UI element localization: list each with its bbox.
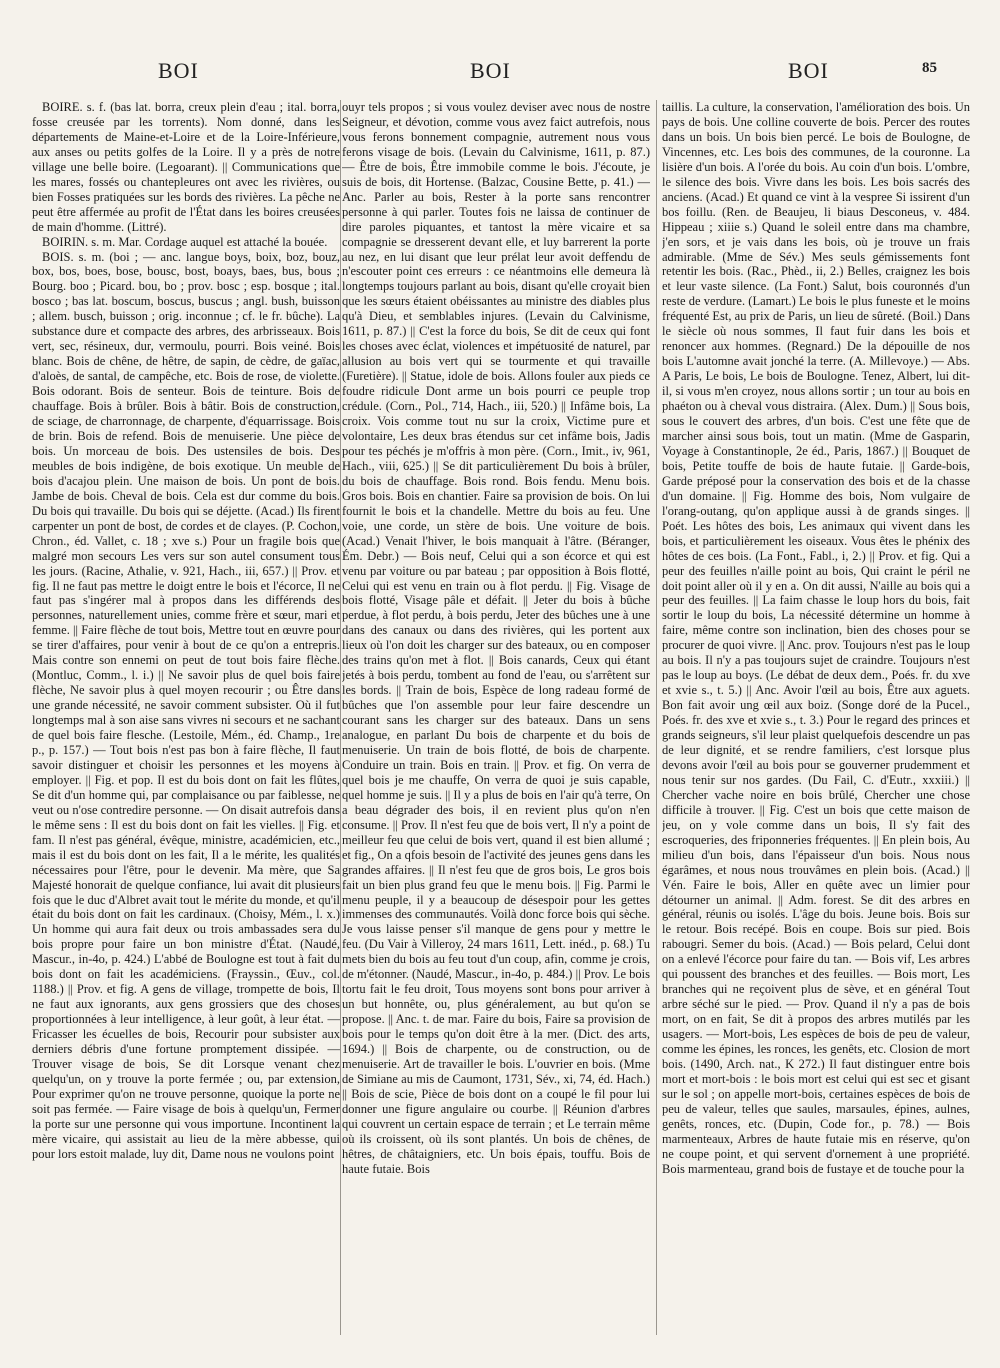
entry-bois-continued: ouyr tels propos ; si vous voulez deviser avec nous de nostre Seigneur, et dévotion, comme vous avez faict autrefois, nous vous ferons bonnement compagnie, autrement nous vous ferons visage de bois. (Levain du Calvinisme, 1611, p. 87.) — Être de bois, Être immobile comme le bois. J'écoute, je suis de bois, dit Hortense. (Balzac, Cousine Bette, p. 41.) — Anc. Parler au bois, Rester à la porte sans rencontrer personne à qui parler. Toutes fois ne laissa de continuer de dire paroles piquantes, et tantost la mère vicaire et sa compagnie se dresserent devant elle, et luy barrerent la porte au nez, en lui disant que leur prélat leur avoit deffendu de n'escouter point ces erreurs : ce néantmoins elle demeura là longtemps toujours parlant au bois, disant qu'elle croyait bien que les sœurs étaient obéissantes au ministre des diables plus qu'à Dieu, et semblables injures. (Levain du Calvinisme, 1611, p. 87.) || C'est la force du bois, Se dit de ceux qui font les choses avec éclat, violences et impétuosité de naturel, par allusion au bois vert qui se tourmente et qui travaille (Furetière). || Statue, idole de bois. Allons fouler aux pieds ce foudre ridicule Dont arme un bois pourri ce peuple trop crédule. (Corn., Pol., 714, Hach., iii, 520.) || Infâme bois, La croix. Vois comme tout nu sur la croix, Victime pure et volontaire, Les deux bras étendus sur cet infâme bois, Jadis pour tes péchés je m'offris à mon père. (Corn., Imit., iv, 961, Hach., viii, 625.) || Se dit particulièrement Du bois à brûler, du bois de chauffage. Bois rond. Bois fendu. Menu bois. Gros bois. Bois en chantier. Faire sa provision de bois. On lui fournit le bois et la chandelle. Mettre du bois au feu. Une voie, une corde, un stère de bois. Une voiture de bois. (Acad.) Venait l'hiver, le bois manquait à l'âtre. (Béranger, Ém. Debr.) — Bois neuf, Celui qui a son écorce et qui est venu par voiture ou par bateau ; par opposition à Bois flotté, Celui qui est venu en train ou à flot perdu. || Fig. Visage de bois flotté, Visage pâle et défait. || Jeter du bois à bûche perdue, à flot perdu, à bois perdu, Jeter des bûches une à une dans des canaux ou dans des rivières, qui les portent aux lieux où l'on doit les charger sur des bateaux, ou en composer des trains qu'on met à flot. || Bois canards, Ceux qui étant jetés à bois perdu, tombent au fond de l'eau, ou s'arrêtent sur les bords. || Train de bois, Espèce de long radeau formé de bûches que l'on assemble pour leur faire descendre un courant sans les charger sur des bateaux. Dans un sens analogue, en parlant Du bois de charpente et du bois de menuiserie. Un train de bois flotté, de bois de charpente. Conduire un train. Bois en train. || Prov. et fig. On verra de quel bois je me chauffe, On verra de quoi je suis capable, quel homme je suis. || Il y a plus de bois en l'air qu'à terre, On a beau dégrader des bois, il en revient plus qu'on n'en consume. || Prov. Il n'est feu que de bois vert, Il n'y a point de meilleur feu que celui de bois vert, quand il est bien allumé ; et fig., On a qfois besoin de l'activité des jeunes gens dans les grandes affaires. || Il n'est feu que de gros bois, Le gros bois fait un bien plus grand feu que le menu bois. || Fig. Parmi le menu peuple, il y a beaucoup de désespoir pour les gettes immenses des communautés. Voilà donc force bois qui sèche. Je vous laisse penser s'il manque de gens pour y mettre le feu. (Du Vair à Villeroy, 24 mars 1611, Lett. inéd., p. 68.) Tu mets bien du bois au feu tout d'un coup, afin, comme je crois, de m'étonner. (Naudé, Mascur., in-4o, p. 484.) || Prov. Le bois tortu fait le feu droit, Tous moyens sont bons pour arriver à un but honnête, ou, plus généralement, au but qu'on se propose. || Anc. t. de mar. Faire du bois, Faire sa provision de bois pour le temps qu'on doit être à la mer. (Dict. des arts, 1694.) || Bois de charpente, ou de construction, ou de menuiserie. Art de travailler le bois. L'ouvrier en bois. (Mme de Simiane au mis de Caumont, 1731, Sév., xi, 74, éd. Hach.) || Bois de scie, Pièce de bois dont on a coupé le fil pour lui donner une figure angulaire ou courbe. || Réunion d'arbres qui couvrent un certain espace de terrain ; et Le terrain même où ils croissent, où ils sont plantés. Un bois de chênes, de hêtres, de châtaigniers, etc. Un bois épais, touffu. Bois de haute futaie. Bois <box>342 100 650 1176</box>
entry-bois-continued: taillis. La culture, la conservation, l'amélioration des bois. Un pays de bois. Une colline couverte de bois. Percer des routes dans un bois. Un bois bien percé. Le bois de Boulogne, de Vincennes, etc. Les bois des communes, de la couronne. La lisière d'un bois. A l'orée du bois. Au coin d'un bois. L'ombre, le silence des bois. Vivre dans les bois. Les bois sacrés des anciens. (Acad.) Et quand ce vint à la vespree Si issirent d'un bos foillu. (Ren. de Beaujeu, li biaus Desconeus, v. 484. Hippeau ; xiiie s.) Quand le soleil entre dans ma chambre, j'en sors, et je vais dans les bois, où je trouve un frais admirable. (Mme de Sév.) Mes seuls gémissements font retentir les bois. (Rac., Phèd., ii, 2.) Belles, craignez les bois et leur vaste silence. (La Font.) Salut, bois couronnés d'un reste de verdure. (Lamart.) Le bois le plus funeste et le moins fréquenté Est, au prix de Paris, un lieu de sûreté. (Boil.) Dans le siècle où nous sommes, Il faut fuir dans les bois et renoncer aux hommes. (Regnard.) De la dépouille de nos bois L'automne avait jonché la terre. (A. Millevoye.) — Abs. A Paris, Le bois, Le bois de Boulogne. Tenez, Albert, lui dit-il, si vous m'en croyez, nous allons sortir ; un tour au bois en phaéton ou à cheval vous distraira. (Alex. Dum.) || Sous bois, sous le couvert des arbres, d'un bois. C'est une fête que de marcher ainsi sous bois, tout un matin. (Mme de Gasparin, Voyage à Constantinople, 2e éd., Paris, 1867.) || Bouquet de bois, Petite touffe de bois de haute futaie. || Garde-bois, Garde préposé pour la conservation des bois et de la chasse d'un domaine. || Fig. Homme des bois, Nom vulgaire de l'orang-outang, qu'on applique aussi à de grands singes. || Poét. Les hôtes des bois, Les animaux qui vivent dans les bois, et particulièrement les oiseaux. Vous êtes le phénix des hôtes de ces bois. (La Font., Fabl., i, 2.) || Prov. et fig. Qui a peur des feuilles n'aille point au bois, Qui craint le péril ne doit point aller où il y en a. On dit aussi, N'aille au bois qui a peur des feuilles. || La faim chasse le loup hors du bois, fait sortir le loup du bois, La nécessité détermine un homme à faire, même contre son inclination, bien des choses pour se procurer de quoi vivre. || Anc. prov. Toujours n'est pas le loup au bois. Il n'y a pas toujours sujet de craindre. Toujours n'est pas le loup au boys. (Le débat de deux dem., Poés. fr. du xve et xvie s., t. 5.) || Anc. Avoir l'œil au bois, Être aux aguets. Bon fait avoir ung œil aux boiz. (Songe doré de la Pucel., Poés. fr. des xve et xvie s., t. 3.) Pour le regard des princes et grands seigneurs, s'il leur plaist quelquefois descendre un pas de leur dignité, et se rendre familiers, c'est lorsque plus devons avoir l'œil au bois pour se gouverner prudemment et nous tenir sur nos gardes. (Du Fail, C. d'Eutr., xxxiii.) || Chercher vache noire en bois brûlé, Chercher une chose difficile à trouver. || Fig. C'est un bois que cette maison de jeu, on y vole comme dans un bois, Il s'y fait des escroqueries, des friponneries fréquentes. || En plein bois, Au milieu d'un bois, dans l'épaisseur d'un bois. Nous nous égarâmes, et nous nous trouvâmes en plein bois. (Acad.) || Vén. Faire le bois, Aller en quête avec un limier pour détourner un animal. || Adm. forest. Se dit des arbres en général, réunis ou isolés. L'âge du bois. Jeune bois. Bois sur le retour. Bois recépé. Bois en coupe. Bois sur pied. Bois rabougri. Semer du bois. (Acad.) — Bois pelard, Celui dont on a enlevé l'écorce pour faire du tan. — Bois vif, Les arbres qui poussent des branches et des feuilles. — Bois mort, Les branches qui ne reçoivent plus de sève, et en général Tout arbre séché sur le pied. — Prov. Quand il n'y a pas de bois mort, on en fait, Se dit à propos des arbres mutilés par les usagers. — Mort-bois, Les espèces de bois de peu de valeur, comme les épines, les ronces, les genêts, etc. Closion de mort bois. (1490, Arch. nat., K 272.) Il faut distinguer entre bois mort et mort-bois : le bois mort est celui qui est sec et gisant sur le sol ; on appelle mort-bois, certaines espèces de bois de peu de valeur, telles que saules, marsaules, épines, aulnes, genêts, ronces, etc. (Dupin, Code for., p. 78.) — Bois marmenteaux, Arbres de haute futaie mis en réserve, qu'on ne coupe point, et qui servent d'ornement à une propriété. Bois marmenteau, grand bois de fustaye et de touche pour la <box>662 100 970 1176</box>
entry-boire: BOIRE. s. f. (bas lat. borra, creux plein d'eau ; ital. borra, fosse creusée par les torrents). Nom donné, dans les départements de Maine-et-Loire et de la Loire-Inférieure, aux anses ou petits golfes de la Loire. Il y a près de notre village une belle boire. (Legoarant). || Communications que les mares, fossés ou chantepleures ont avec les rivières, ou bien Fosses pratiquées sur les bords des rivières. La pêche ne peut être affermée au profit de l'État dans les boires creusées de main d'homme. (Littré). <box>32 100 340 234</box>
running-head <box>0 58 1000 88</box>
column-middle <box>342 100 650 1350</box>
running-head-center: BOI <box>470 58 511 83</box>
text-columns <box>22 100 980 1350</box>
column-divider <box>340 100 341 1335</box>
column-divider <box>656 100 657 1335</box>
running-head-left: BOI <box>158 58 199 83</box>
column-right <box>662 100 970 1350</box>
entry-bois: BOIS. s. m. (boi ; — anc. langue boys, boix, boz, bouz, box, bos, boes, bose, bousc, bost, boays, baes, bus, bous ; Bourg. boo ; Picard. bou, bo ; prov. bosc ; esp. bosque ; ital. bosco ; bas lat. boscum, boscus, buscus ; angl. bush, buisson ; allem. busch, buisson ; orig. inconnue ; cf. le fr. bûche). La substance dure et compacte des arbres, des arbrisseaux. Bois vert, sec, résineux, dur, vermoulu, pourri. Bois veiné. Bois blanc. Bois de chêne, de hêtre, de sapin, de cèdre, de gaïac, d'aloès, de santal, de campêche, etc. Bois de rose, de violette. Bois odorant. Bois de senteur. Bois de teinture. Bois de chauffage. Bois à brûler. Bois à bâtir. Bois de construction, de sciage, de charronnage, de charpente, d'équarrissage. Bois de brin. Bois de refend. Bois de menuiserie. Une pièce de bois. Un morceau de bois. Des ustensiles de bois. Des meubles de bois indigène, de bois exotique. Un meuble de bois d'acajou plein. Une maison de bois. Un pont de bois. Jambe de bois. Cheval de bois. Cela est dur comme du bois. Du bois qui travaille. Du bois qui se déjette. (Acad.) Ils firent carpenter un pont de bost, de cordes et de clayes. (P. Cochon, Chron., éd. Vallet, c. 18 ; xve s.) Pour un fragile bois que malgré mon secours Les vers sur son autel consument tous les jours. (Racine, Athalie, v. 921, Hach., iii, 657.) || Prov. et fig. Il ne faut pas mettre le doigt entre le bois et l'écorce, Il ne faut pas s'ingérer mal à propos dans les différends des personnes, naturellement unies, comme frère et sœur, mari et femme. || Faire flèche de tout bois, Mettre tout en œuvre pour se tirer d'affaires, pour venir à bout de ce qu'on a entrepris. Mais contre son ennemi on peut de tout bois faire flèche. (Montluc, Comm., l. i.) || Ne savoir plus de quel bois faire flèche, Ne savoir plus à quel moyen recourir ; ou Être dans une grande nécessité, ne savoir comment subsister. Où il fut longtemps mal à son aise sans vivres ni secours et ne sachant de quel bois faire flesche. (Lestoile, Mém., éd. Champ., 1re p., p. 157.) — Tout bois n'est pas bon à faire flèche, Il faut savoir distinguer et choisir les personnes et les moyens à employer. || Fig. et pop. Il est du bois dont on fait les flûtes, Se dit d'un homme qui, par complaisance ou par faiblesse, ne veut ou n'ose contredire personne. — On disait autrefois dans le même sens : Il est du bois dont on fait les vielles. || Fig. et fam. Il n'est pas général, évêque, ministre, académicien, etc., mais il est du bois dont on les fait, Il a le mérite, les qualités nécessaires pour l'être, pour le devenir. Ma mère, que Sa Majesté honorait de quelque confiance, lui avait dit plusieurs fois que le duc d'Albret avait tout le mérite du monde, et qu'il était du bois dont on fait les cardinaux. (Choisy, Mém., l. x.) Un homme qui aura fait deux ou trois ambassades sera du bois propre pour faire un bon ministre d'État. (Naudé, Mascur., in-4o, p. 424.) L'abbé de Boulogne est tout à fait du bois dont on fait les académiciens. (Frayssin., Œuv., col. 1188.) || Prov. et fig. A gens de village, trompette de bois, Il ne faut aux ignorants, aux gens grossiers que des choses proportionnées à leur intelligence, à leur goût, à leur état. — Fricasser les écuelles de bois, Recourir pour subsister aux derniers débris d'une fortune promptement dissipée. — Trouver visage de bois, Se dit Lorsque venant chez quelqu'un, on y trouve la porte fermée ; ou, par extension, Pour exprimer qu'on ne trouve personne, quoique la porte ne soit pas fermée. — Faire visage de bois à quelqu'un, Fermer la porte sur une personne qui vous importune. Incontinent la mère vicaire, qui assistait au lieu de la mère abbesse, qui pour lors estoit malade, luy dit, Dame nous ne voulons point <box>32 249 340 1161</box>
entry-boirin: BOIRIN. s. m. Mar. Cordage auquel est attaché la bouée. <box>42 234 328 249</box>
column-left <box>32 100 340 1350</box>
page-number: 85 <box>922 60 937 76</box>
running-head-right: BOI <box>788 58 829 83</box>
